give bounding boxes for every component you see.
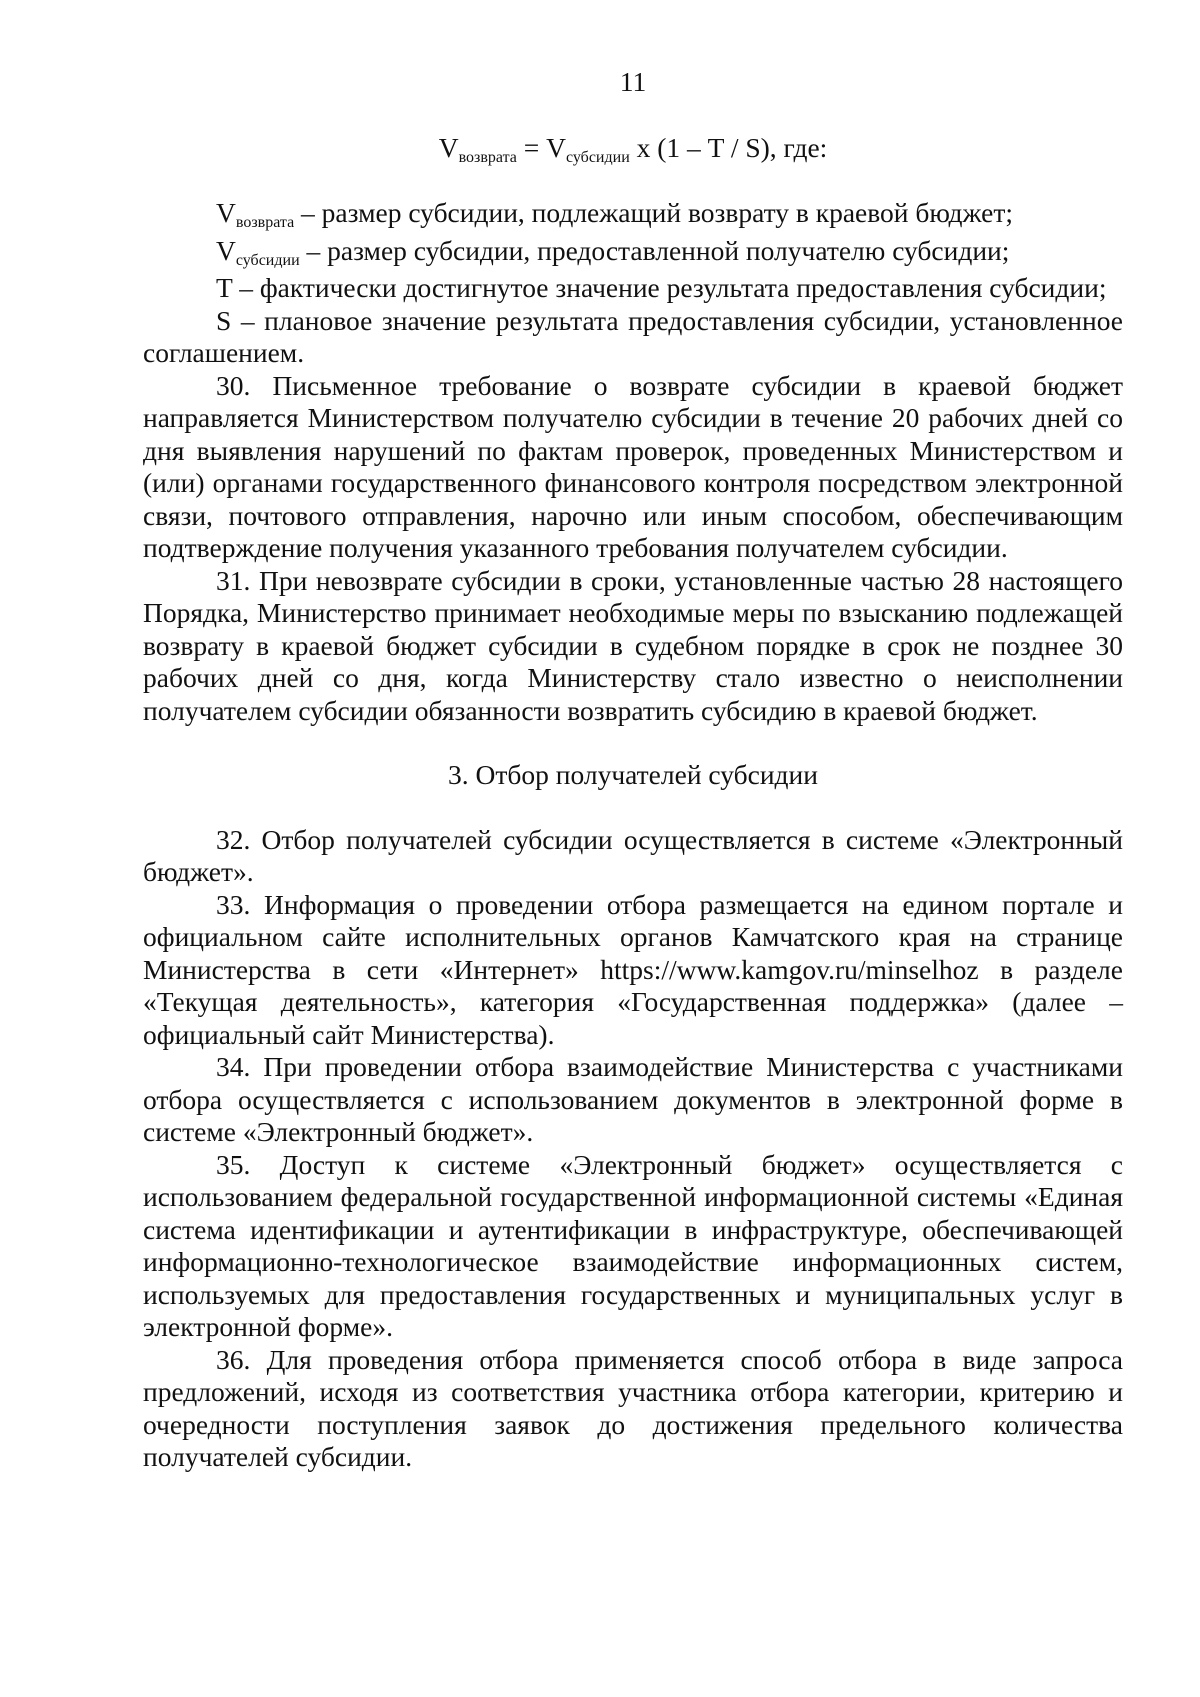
paragraph-36: 36. Для проведения отбора применяется способ отбора в виде запроса предложений, исходя из соответствия участника отбора категории, критерию и очередности поступления заявок до достижения предельного количества получателей субсидии. [143,1343,1123,1472]
definition-text: – размер субсидии, подлежащий возврату в краевой бюджет; [294,197,1014,228]
formula-rest: х (1 – T / S), где: [629,132,828,163]
paragraph-32: 32. Отбор получателей субсидии осуществляется в системе «Электронный бюджет». [143,823,1123,887]
body-text [143,197,1123,1474]
definition-item [143,272,1123,305]
formula-v-return: V [438,132,459,163]
section-heading: 3. Отбор получателей субсидии [448,759,818,790]
definition-text: – фактически достигнутое значение результата предоставления субсидии; [232,272,1107,303]
definition-subscript: субсидии [235,251,300,269]
definition-item [143,197,1123,235]
page-number: 11 [619,66,647,97]
definition-symbol: S [216,304,232,336]
definition-text: – плановое значение результата предоставления субсидии, установленное соглашением. [143,304,1123,368]
paragraph-33: 33. Информация о проведении отбора размещается на едином портале и официальном сайте исполнительных органов Камчатского края на странице Министерства в сети «Интернет» https://www.kamgov.ru/minselhoz в разделе «Текущая деятельность», категория «Государственная поддержка» (далее – официальный сайт Министерства). [143,888,1123,1050]
paragraph-35: 35. Доступ к системе «Электронный бюджет» осуществляется с использованием федеральной государственной информационной системы «Единая система идентификации и аутентификации в инфраструктуре, обеспечивающей информационно-технологическое взаимодействие информационных систем, используемых для предоставления государственных и муниципальных услуг в электронной форме». [143,1148,1123,1342]
definition-symbol: T [216,272,233,303]
definition-text: – размер субсидии, предоставленной получателю субсидии; [299,234,1010,266]
spacer [143,792,1123,824]
formula-v-subsidy: V [546,132,566,163]
paragraph-31: 31. При невозврате субсидии в сроки, установленные частью 28 настоящего Порядка, Министерство принимает необходимые меры по взысканию подлежащей возврату в краевой бюджет субсидии в судебном порядке в срок не позднее 30 рабочих дней со дня, когда Министерству стало известно о неисполнении получателем субсидии обязанности возвратить субсидию в краевой бюджет. [143,564,1123,726]
formula-sub-return: возврата [458,149,517,166]
paragraph-34: 34. При проведении отбора взаимодействие Министерства с участниками отбора осуществляется с использованием документов в электронной форме в системе «Электронный бюджет». [143,1051,1123,1147]
formula-sub-subsidy: субсидии [566,149,630,166]
definition-symbol: V [216,197,236,228]
definition-subscript: возврата [235,214,295,231]
definition-symbol: V [216,234,236,266]
formula-equals: = [516,132,547,163]
return-formula [143,132,1123,170]
definition-item [143,305,1123,370]
spacer [143,727,1123,759]
paragraph-30: 30. Письменное требование о возврате субсидии в краевой бюджет направляется Министерством получателю субсидии в течение 20 рабочих дней со дня выявления нарушений по фактам проверок, проведенных Министерством и (или) органами государственного финансового контроля посредством электронной связи, почтового отправления, нарочно или иным способом, обеспечивающим подтверждение получения указанного требования получателем субсидии. [143,369,1123,563]
definition-item [143,235,1123,273]
